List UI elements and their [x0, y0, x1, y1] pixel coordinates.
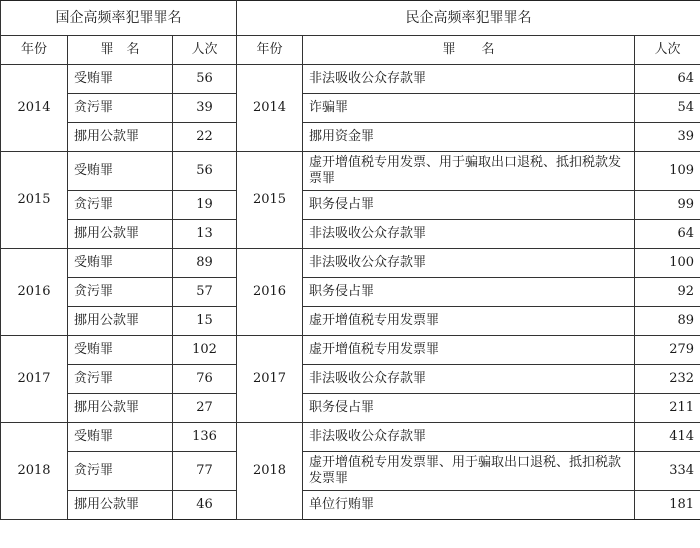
private-count-cell: 92 [635, 278, 700, 307]
table-row [1, 491, 700, 520]
soe-count-cell: 46 [173, 491, 237, 520]
private-count-cell: 99 [635, 191, 700, 220]
soe-crime-cell: 挪用公款罪 [68, 123, 173, 152]
private-crime-cell: 诈骗罪 [303, 94, 635, 123]
private-count-cell: 39 [635, 123, 700, 152]
private-crime-cell: 非法吸收公众存款罪 [303, 249, 635, 278]
table-row [1, 336, 700, 365]
soe-count-cell: 57 [173, 278, 237, 307]
soe-count-cell: 76 [173, 365, 237, 394]
table-row [1, 452, 700, 491]
private-year-cell: 2015 [237, 152, 303, 249]
soe-count-cell: 89 [173, 249, 237, 278]
private-crime-cell: 非法吸收公众存款罪 [303, 220, 635, 249]
column-header-row [1, 36, 700, 65]
private-count-cell: 109 [635, 152, 700, 191]
private-crime-cell: 职务侵占罪 [303, 394, 635, 423]
table-body [1, 65, 700, 520]
soe-count-cell: 39 [173, 94, 237, 123]
private-count-cell: 414 [635, 423, 700, 452]
soe-crime-cell: 受贿罪 [68, 336, 173, 365]
soe-crime-cell: 贪污罪 [68, 278, 173, 307]
soe-crime-cell: 受贿罪 [68, 65, 173, 94]
private-year-cell: 2017 [237, 336, 303, 423]
private-count-cell: 100 [635, 249, 700, 278]
private-crime-cell: 职务侵占罪 [303, 191, 635, 220]
soe-count-cell: 56 [173, 65, 237, 94]
table-row [1, 220, 700, 249]
table-row [1, 249, 700, 278]
private-count-cell: 211 [635, 394, 700, 423]
soe-count-cell: 15 [173, 307, 237, 336]
soe-count-cell: 27 [173, 394, 237, 423]
soe-count-cell: 77 [173, 452, 237, 491]
table-row [1, 94, 700, 123]
private-crime-cell: 非法吸收公众存款罪 [303, 65, 635, 94]
soe-year-cell: 2018 [1, 423, 68, 520]
soe-group-header: 国企高频率犯罪罪名 [1, 1, 237, 36]
soe-count-cell: 102 [173, 336, 237, 365]
private-count-cell: 64 [635, 65, 700, 94]
private-crime-cell: 非法吸收公众存款罪 [303, 365, 635, 394]
private-crime-cell: 单位行贿罪 [303, 491, 635, 520]
soe-year-cell: 2017 [1, 336, 68, 423]
table-row [1, 394, 700, 423]
private-count-cell: 279 [635, 336, 700, 365]
private-group-header: 民企高频率犯罪罪名 [237, 1, 700, 36]
soe-crime-cell: 贪污罪 [68, 452, 173, 491]
soe-crime-cell: 受贿罪 [68, 423, 173, 452]
private-crime-cell: 挪用资金罪 [303, 123, 635, 152]
soe-crime-cell: 挪用公款罪 [68, 491, 173, 520]
soe-count-cell: 56 [173, 152, 237, 191]
soe-crime-cell: 贪污罪 [68, 365, 173, 394]
soe-year-cell: 2014 [1, 65, 68, 152]
soe-count-cell: 136 [173, 423, 237, 452]
table-row [1, 423, 700, 452]
private-crime-cell: 职务侵占罪 [303, 278, 635, 307]
private-count-cell: 54 [635, 94, 700, 123]
soe-crime-header: 罪 名 [68, 36, 173, 65]
soe-crime-cell: 挪用公款罪 [68, 394, 173, 423]
private-crime-cell: 虚开增值税专用发票罪 [303, 336, 635, 365]
soe-crime-cell: 受贿罪 [68, 152, 173, 191]
soe-crime-cell: 贪污罪 [68, 191, 173, 220]
private-count-cell: 232 [635, 365, 700, 394]
soe-count-cell: 19 [173, 191, 237, 220]
group-header-row [1, 1, 700, 36]
private-year-cell: 2018 [237, 423, 303, 520]
soe-crime-cell: 挪用公款罪 [68, 307, 173, 336]
private-count-cell: 334 [635, 452, 700, 491]
table-row [1, 65, 700, 94]
soe-crime-cell: 挪用公款罪 [68, 220, 173, 249]
private-year-cell: 2016 [237, 249, 303, 336]
private-crime-cell: 虚开增值税专用发票罪 [303, 307, 635, 336]
private-crime-cell: 虚开增值税专用发票、用于骗取出口退税、抵扣税款发票罪 [303, 152, 635, 191]
soe-count-cell: 13 [173, 220, 237, 249]
private-year-header: 年份 [237, 36, 303, 65]
private-count-cell: 89 [635, 307, 700, 336]
soe-year-header: 年份 [1, 36, 68, 65]
private-crime-header: 罪 名 [303, 36, 635, 65]
soe-count-header: 人次 [173, 36, 237, 65]
table-row [1, 152, 700, 191]
table-row [1, 191, 700, 220]
private-crime-cell: 非法吸收公众存款罪 [303, 423, 635, 452]
private-count-cell: 64 [635, 220, 700, 249]
soe-crime-cell: 受贿罪 [68, 249, 173, 278]
soe-year-cell: 2015 [1, 152, 68, 249]
table-row [1, 365, 700, 394]
private-count-cell: 181 [635, 491, 700, 520]
soe-year-cell: 2016 [1, 249, 68, 336]
table-row [1, 123, 700, 152]
table-row [1, 278, 700, 307]
private-crime-cell: 虚开增值税专用发票罪、用于骗取出口退税、抵扣税款发票罪 [303, 452, 635, 491]
private-count-header: 人次 [635, 36, 700, 65]
soe-crime-cell: 贪污罪 [68, 94, 173, 123]
private-year-cell: 2014 [237, 65, 303, 152]
table-row [1, 307, 700, 336]
soe-count-cell: 22 [173, 123, 237, 152]
